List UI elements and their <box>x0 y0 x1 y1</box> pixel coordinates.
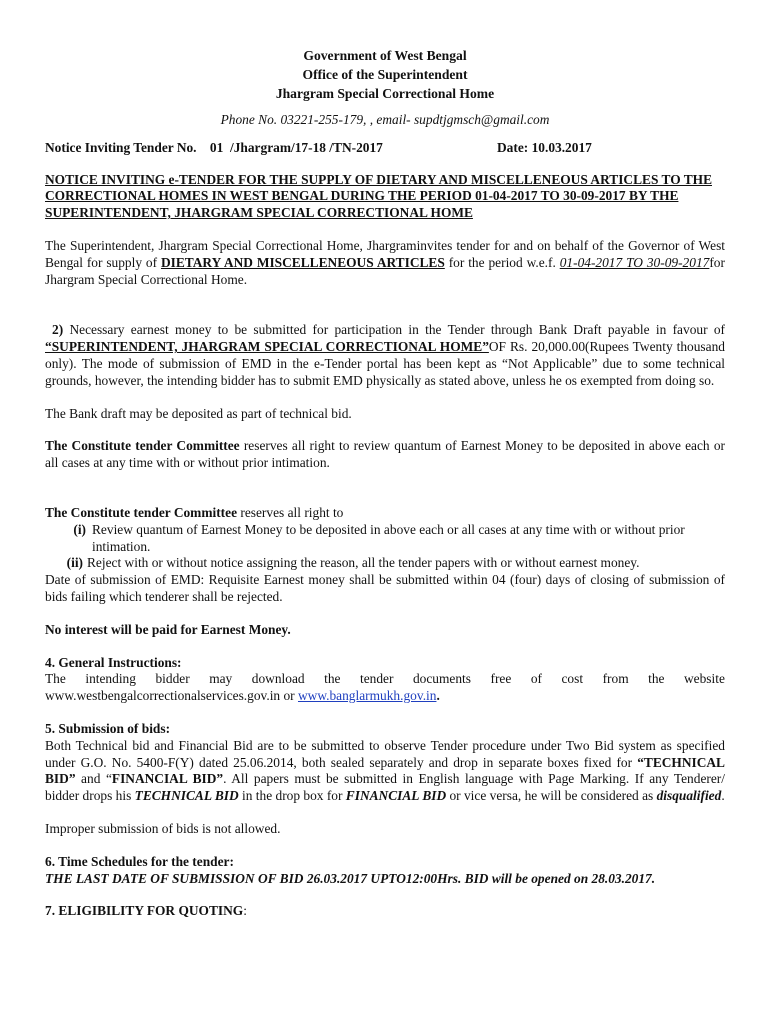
bank-draft-paragraph: The Bank draft may be deposited as part of technical bid. <box>45 405 352 421</box>
notice-number: Notice Inviting Tender No. 01 /Jhargram/17-18 /TN-2017 <box>45 139 383 155</box>
submission-text-4: or vice versa, he will be considered as <box>446 788 657 804</box>
general-instructions-heading: 4. General Instructions: <box>45 654 182 670</box>
word: tender <box>359 671 394 687</box>
rights-item-ii-number: (ii) <box>66 555 83 571</box>
word: cost <box>561 671 584 687</box>
general-instructions-section <box>45 655 725 705</box>
word: The <box>45 671 66 687</box>
submission-section <box>45 721 725 805</box>
submission-text-1: Both Technical bid and Financial Bid are to be submitted to observe Tender procedure under Two Bid system as specified under G.O. No. 5400-F(Y) dated 25.06.2014, both sealed separately and drop in separate boxes fixed for <box>45 737 725 770</box>
institution-title: Jhargram Special Correctional Home <box>275 86 495 101</box>
notice-date: Date: 10.03.2017 <box>497 139 592 155</box>
word: bidder <box>155 671 190 687</box>
submission-paragraph <box>45 738 725 805</box>
emd-payee: “SUPERINTENDENT, JHARGRAM SPECIAL CORRECTIONAL HOME” <box>45 339 489 355</box>
eligibility-heading <box>45 903 725 920</box>
emd-text-1: Necessary earnest money to be submitted for participation in the Tender through Bank Draft payable in favour of <box>63 322 725 338</box>
financial-bid-label: FINANCIAL BID” <box>111 771 224 787</box>
committee-rights-block <box>45 505 725 606</box>
intro-paragraph <box>45 238 725 288</box>
improper-submission-note: Improper submission of bids is not allowed. <box>45 820 281 836</box>
disqualified-text: disqualified <box>656 788 722 804</box>
eligibility-title: . ELIGIBILITY FOR QUOTING <box>51 903 244 919</box>
notice-title: NOTICE INVITING e-TENDER FOR THE SUPPLY OF DIETARY AND MISCELLENEOUS ARTICLES TO THE CORRECTIONAL HOMES IN WEST BENGAL DURING THE PERIOD 01-04-2017 TO 30-09-2017 BY THE SUPERINTENDENT, JHARGRAM SPECIAL CORRECTIONAL HOME <box>45 171 712 221</box>
technical-bid-label: “TECHNICAL BID” <box>45 754 725 787</box>
letterhead <box>45 46 725 103</box>
notice-number-row <box>45 140 725 157</box>
intro-text-1: The Superintendent, Jhargram Special Correctional Home, Jhargraminvites tender for and on behalf of the Governor of West Bengal for supply of <box>45 237 725 270</box>
office-title: Office of the Superintendent <box>302 67 468 82</box>
rights-item-ii-text: Reject with or without notice assigning the reason, all the tender papers with or without earnest money. <box>87 555 640 571</box>
contact-line: Phone No. 03221-255-179, , email- supdtjgmsch@gmail.com <box>220 112 550 127</box>
banglarmukh-link[interactable]: www.banglarmukh.gov.in <box>297 688 437 704</box>
financial-bid-label-2: FINANCIAL BID <box>345 788 447 804</box>
eligibility-number: 7 <box>45 903 52 919</box>
website-text: www.westbengalcorrectionalservices.gov.in or <box>45 688 298 704</box>
intro-text-2: for the period w.e.f. <box>444 254 560 270</box>
committee-name-2: The Constitute tender Committee <box>45 504 238 520</box>
and-text: and “ <box>75 771 112 787</box>
committee-text: reserves all right to review quantum of Earnest Money to be deposited in above each or all cases at any time with or without prior intimation. <box>45 438 725 471</box>
word: download <box>251 671 305 687</box>
word: free <box>490 671 512 687</box>
technical-bid-label-2: TECHNICAL BID <box>134 788 239 804</box>
word: the <box>648 671 665 687</box>
period-text: 01-04-2017 TO 30-09-2017 <box>559 254 710 270</box>
word: documents <box>412 671 471 687</box>
submission-text-2: . All papers must be submitted in English language with Page Marking. If any Tenderer/ bidder drops his <box>45 771 725 804</box>
submission-heading: 5. Submission of bids: <box>45 720 171 736</box>
emd-date-paragraph: Date of submission of EMD: Requisite Earnest money shall be submitted within 04 (four) days of closing of submission of bids failing which tenderer shall be rejected. <box>45 572 725 604</box>
general-instructions-line2 <box>45 688 725 705</box>
word: website <box>684 671 725 687</box>
committee-rights-intro <box>45 505 725 522</box>
submission-text-3: in the drop box for <box>238 788 346 804</box>
word: may <box>209 671 233 687</box>
eligibility-colon: : <box>243 903 247 919</box>
time-schedule-heading: 6. Time Schedules for the tender: <box>45 853 234 869</box>
emd-number: 2) <box>52 322 64 338</box>
word: of <box>530 671 542 687</box>
emd-paragraph <box>45 322 725 389</box>
time-schedule-section <box>45 854 725 888</box>
rights-item-i-text: Review quantum of Earnest Money to be deposited in above each or all cases at any time with or without prior intimation. <box>92 521 685 554</box>
submission-text-5: . <box>721 788 725 804</box>
intro-text-3: for Jhargram Special Correctional Home. <box>45 254 725 287</box>
articles-text: DIETARY AND MISCELLENEOUS ARTICLES <box>160 254 445 270</box>
word: from <box>602 671 629 687</box>
emd-text-2: OF Rs. 20,000.00(Rupees Twenty thousand only). The mode of submission of EMD in the e-Tender portal has been kept as “Not Applicable” due to some technical grounds, however, the intending bidder has to submit EMD physically as stated above, unless he os exempted from doing so. <box>45 339 725 388</box>
committee-paragraph <box>45 438 725 472</box>
rights-item-i <box>45 522 725 556</box>
no-interest-note: No interest will be paid for Earnest Money. <box>45 621 291 637</box>
govt-title: Government of West Bengal <box>303 48 467 63</box>
rights-item-i-number: (i) <box>73 521 86 537</box>
tender-notice-page <box>45 46 725 920</box>
committee-name: The Constitute tender Committee <box>45 438 240 454</box>
rights-item-ii <box>45 555 725 572</box>
word: intending <box>85 671 136 687</box>
general-instructions-line1 <box>45 671 725 688</box>
word: the <box>324 671 341 687</box>
committee-rights-text: reserves all right to <box>237 504 344 520</box>
period-mark: . <box>436 688 440 704</box>
time-schedule-line: THE LAST DATE OF SUBMISSION OF BID 26.03.2017 UPTO12:00Hrs. BID will be opened on 28.03.2017. <box>45 870 656 886</box>
